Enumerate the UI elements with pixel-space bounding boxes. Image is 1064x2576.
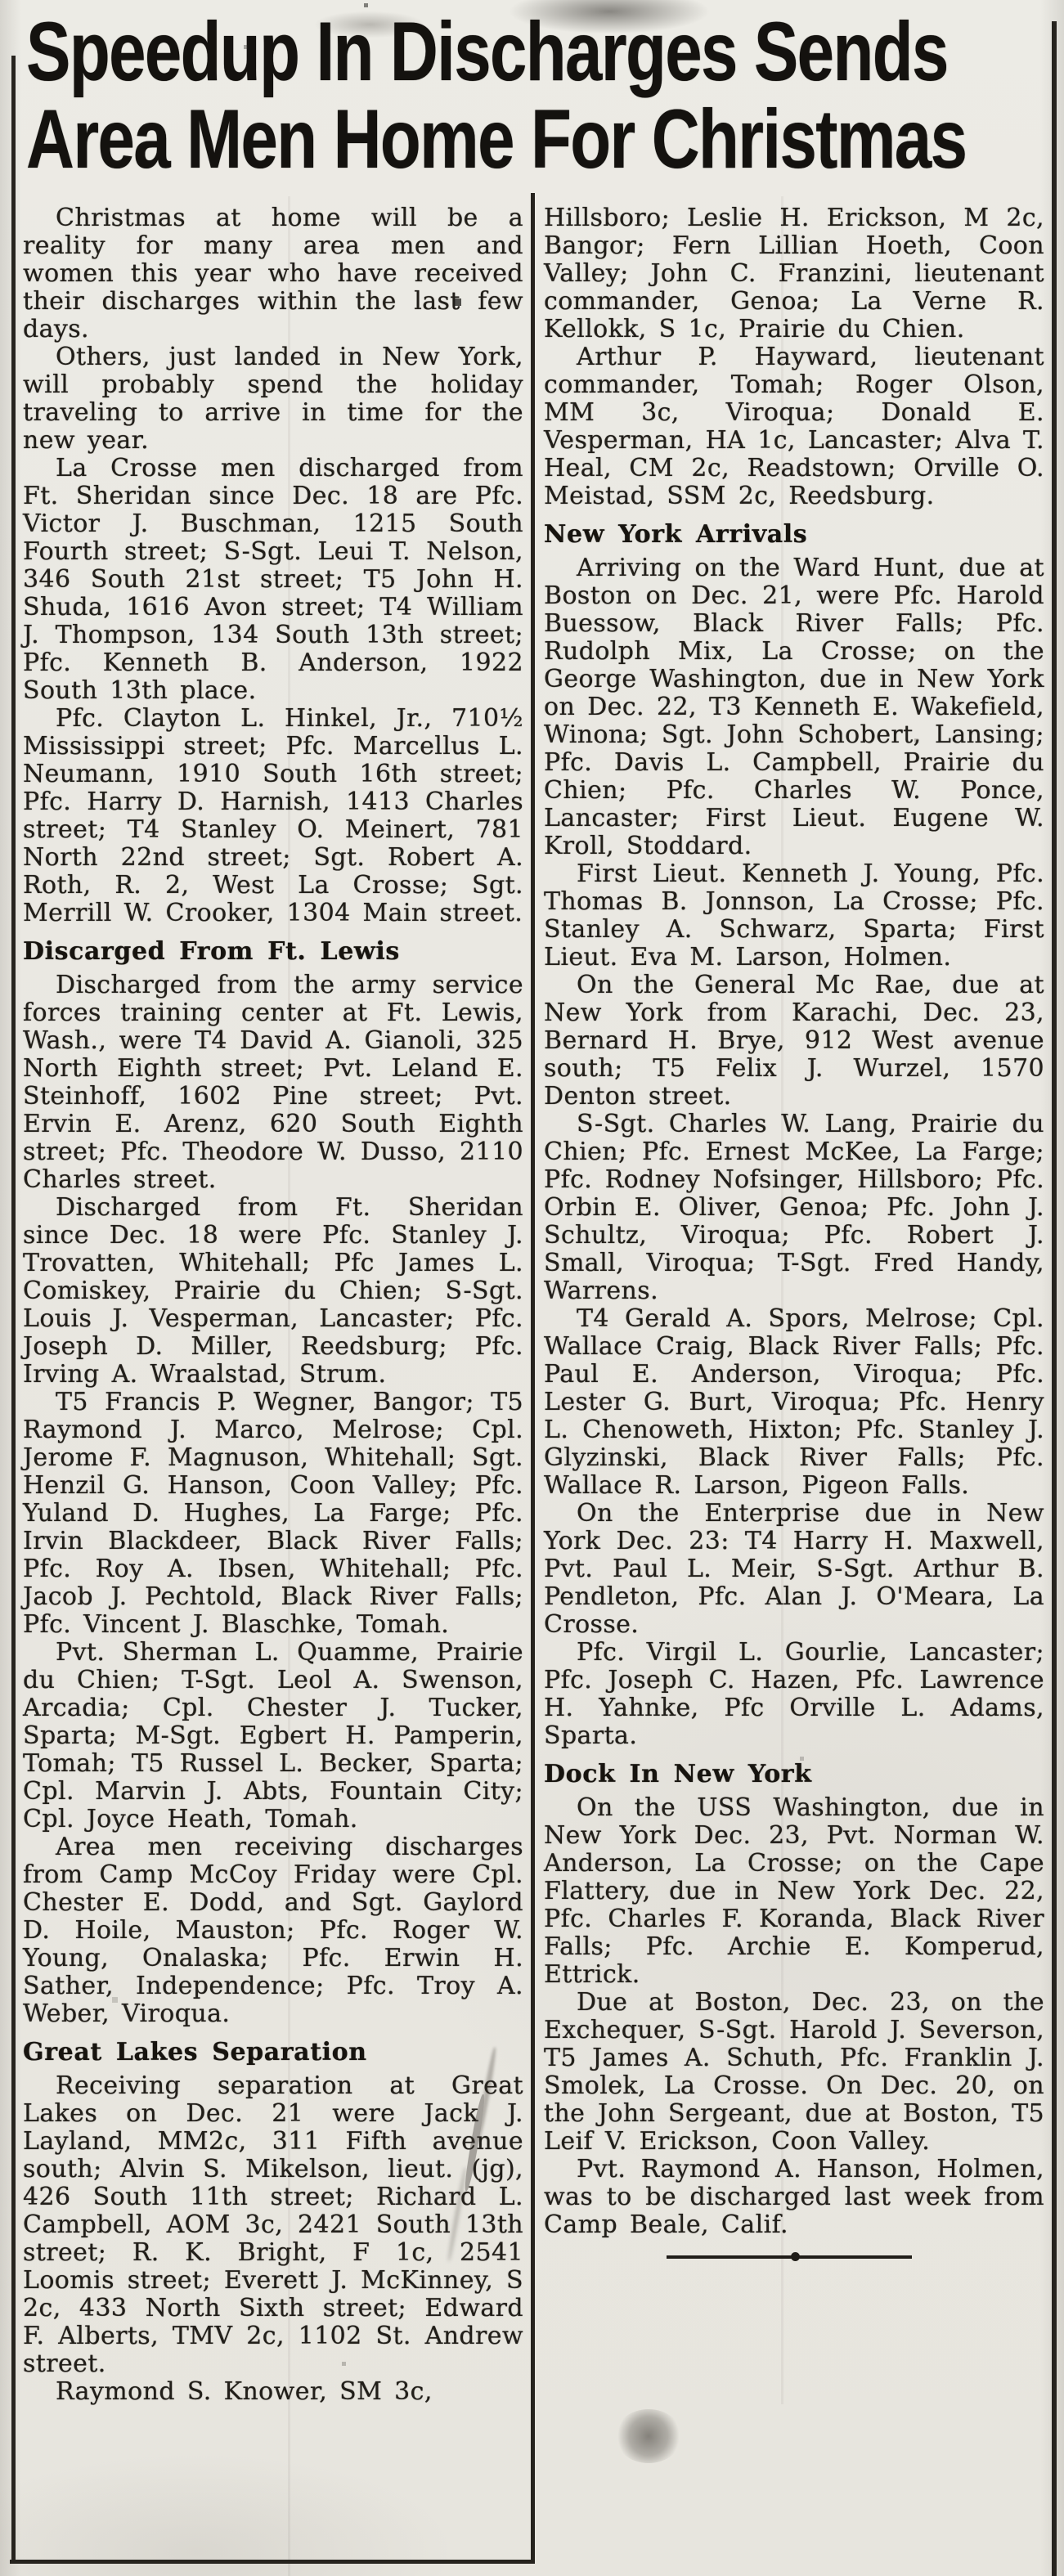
paragraph: On the USS Washington, due in New York Dec. 23, Pvt. Norman W. Anderson, La Crosse; on the Cape Flattery, due in New York Dec. 22, Pfc. Charles F. Koranda, Black River Falls; Pfc. Archie E. Komperud, Ettrick. <box>544 1793 1044 1989</box>
paragraph: On the Enterprise due in New York Dec. 23: T4 Harry H. Maxwell, Pvt. Paul L. Meir, S-Sgt. Arthur B. Pendleton, Pfc. Alan J. O'Meara, La Crosse. <box>544 1499 1044 1639</box>
paragraph: T4 Gerald A. Spors, Melrose; Cpl. Wallace Craig, Black River Falls; Pfc. Paul E. Anderson, Viroqua; Pfc. Lester G. Burt, Viroqua; Pfc. Henry L. Chenoweth, Hixton; Pfc. Stanley J. Glyzinski, Black River Falls; Pfc. Wallace R. Larson, Pigeon Falls. <box>544 1304 1044 1500</box>
paragraph: Discharged from the army service forces training center at Ft. Lewis, Wash., were T4 David A. Gianoli, 325 North Eighth street; Pvt. Leland E. Steinhoff, 1602 Pine street; Pvt. Ervin E. Arenz, 620 South Eighth street; Pfc. Theodore W. Dusso, 2110 Charles street. <box>23 971 523 1194</box>
headline <box>26 5 1064 186</box>
paragraph: S-Sgt. Charles W. Lang, Prairie du Chien; Pfc. Ernest McKee, La Farge; Pfc. Rodney Nofsinger, Hillsboro; Pfc. Orbin E. Oliver, Genoa; Pfc. John J. Schultz, Viroqua; Pfc. Robert J. Small, Viroqua; T-Sgt. Fred Handy, Warrens. <box>544 1110 1044 1305</box>
paragraph: Pvt. Sherman L. Quamme, Prairie du Chien; T-Sgt. Leol A. Swenson, Arcadia; Cpl. Chester J. Tucker, Sparta; M-Sgt. Egbert H. Pamperin, Tomah; T5 Russel L. Becker, Sparta; Cpl. Marvin J. Abts, Fountain City; Cpl. Joyce Heath, Tomah. <box>23 1638 523 1833</box>
paragraph: Due at Boston, Dec. 23, on the Exchequer, S-Sgt. Harold J. Severson, T5 James A. Schuth, Pfc. Franklin J. Smolek, La Crosse. On Dec. 20, on the John Sergeant, due at Boston, T5 Leif V. Erickson, Coon Valley. <box>544 1988 1044 2156</box>
paragraph: Receiving separation at Great Lakes on Dec. 21 were Jack J. Layland, MM2c, 311 Fifth avenue south; Alvin S. Mikelson, lieut. (jg), 426 South 11th street; Richard L. Campbell, AOM 3c, 2421 South 13th street; R. K. Bright, F 1c, 2541 Loomis street; Everett J. McKinney, S 2c, 433 North Sixth street; Edward F. Alberts, TMV 2c, 1102 St. Andrew street. <box>23 2071 523 2378</box>
paragraph: La Crosse men discharged from Ft. Sheridan since Dec. 18 are Pfc. Victor J. Buschman, 1215 South Fourth street; S-Sgt. Leui T. Nelson, 346 South 21st street; T5 John H. Shuda, 1616 Avon street; T4 William J. Thompson, 134 South 13th street; Pfc. Kenneth B. Anderson, 1922 South 13th place. <box>23 454 523 705</box>
column-divider-rule <box>531 193 535 2563</box>
headline-line-1: Speedup In Discharges Sends <box>26 5 948 98</box>
section-subheading: New York Arrivals <box>544 520 808 549</box>
bottom-border-rule <box>10 2560 535 2564</box>
paragraph: Hillsboro; Leslie H. Erickson, M 2c, Bangor; Fern Lillian Hoeth, Coon Valley; John C. Franzini, lieutenant commander, Genoa; La Verne R. Kellokk, S 1c, Prairie du Chien. <box>544 204 1044 343</box>
section-subheading: Great Lakes Separation <box>23 2038 367 2067</box>
paragraph: On the General Mc Rae, due at New York from Karachi, Dec. 23, Bernard H. Brye, 912 West avenue south; T5 Felix J. Wurzel, 1570 Denton street. <box>544 971 1044 1111</box>
end-divider-rule <box>667 2255 912 2259</box>
right-border-rule <box>1052 21 1057 2576</box>
paper-specks <box>0 0 1 1</box>
left-border-rule <box>11 56 16 2561</box>
paragraph: Pvt. Raymond A. Hanson, Holmen, was to be discharged last week from Camp Beale, Calif. <box>544 2155 1044 2239</box>
section-subheading: Discarged From Ft. Lewis <box>23 937 400 966</box>
paragraph: Discharged from Ft. Sheridan since Dec. 18 were Pfc. Stanley J. Trovatten, Whitehall; Pfc James L. Comiskey, Prairie du Chien; S-Sgt. Louis J. Vesperman, Lancaster; Pfc. Joseph D. Miller, Reedsburg; Pfc. Irving A. Wraalstad, Strum. <box>23 1193 523 1389</box>
headline-line-2: Area Men Home For Christmas <box>26 92 967 186</box>
paragraph: T5 Francis P. Wegner, Bangor; T5 Raymond J. Marco, Melrose; Cpl. Jerome F. Magnuson, Whitehall; Sgt. Henzil G. Hanson, Coon Valley; Pfc. Yuland D. Hughes, La Farge; Pfc. Irvin Blackdeer, Black River Falls; Pfc. Roy A. Ibsen, Whitehall; Pfc. Jacob J. Pechtold, Black River Falls; Pfc. Vincent J. Blaschke, Tomah. <box>23 1388 523 1639</box>
paragraph: Arriving on the Ward Hunt, due at Boston on Dec. 21, were Pfc. Harold Buessow, Black River Falls; Pfc. Rudolph Mix, La Crosse; on the George Washington, due in New York on Dec. 22, T3 Kenneth E. Wakefield, Winona; Sgt. John Schobert, Lansing; Pfc. Davis L. Campbell, Prairie du Chien; Pfc. Charles W. Ponce, Lancaster; First Lieut. Eugene W. Kroll, Stoddard. <box>544 554 1044 860</box>
section-subheading: Dock In New York <box>544 1760 812 1788</box>
right-column <box>544 204 1044 2259</box>
paragraph: Arthur P. Hayward, lieutenant commander, Tomah; Roger Olson, MM 3c, Viroqua; Donald E. Vesperman, HA 1c, Lancaster; Alva T. Heal, CM 2c, Readstown; Orville O. Meistad, SSM 2c, Reedsburg. <box>544 343 1044 510</box>
paragraph: Pfc. Clayton L. Hinkel, Jr., 710½ Mississippi street; Pfc. Marcellus L. Neumann, 1910 South 16th street; Pfc. Harry D. Harnish, 1413 Charles street; T4 Stanley O. Meinert, 781 North 22nd street; Sgt. Robert A. Roth, R. 2, West La Crosse; Sgt. Merrill W. Crooker, 1304 Main street. <box>23 704 523 927</box>
paragraph: Christmas at home will be a reality for many area men and women this year who have received their discharges within the last few days. <box>23 204 523 343</box>
paragraph: First Lieut. Kenneth J. Young, Pfc. Thomas B. Jonnson, La Crosse; Pfc. Stanley A. Schwarz, Sparta; First Lieut. Eva M. Larson, Holmen. <box>544 859 1044 972</box>
paragraph: Area men receiving discharges from Camp McCoy Friday were Cpl. Chester E. Dodd, and Sgt. Gaylord D. Hoile, Mauston; Pfc. Roger W. Young, Onalaska; Pfc. Erwin H. Sather, Independence; Pfc. Troy A. Weber, Viroqua. <box>23 1833 523 2028</box>
paragraph: Others, just landed in New York, will probably spend the holiday traveling to arrive in time for the new year. <box>23 343 523 455</box>
left-column <box>23 204 523 2406</box>
paragraph: Raymond S. Knower, SM 3c, <box>56 2377 433 2406</box>
ink-smudge <box>615 2409 682 2463</box>
paragraph: Pfc. Virgil L. Gourlie, Lancaster; Pfc. Joseph C. Hazen, Pfc. Lawrence H. Yahnke, Pfc Orville L. Adams, Sparta. <box>544 1638 1044 1750</box>
